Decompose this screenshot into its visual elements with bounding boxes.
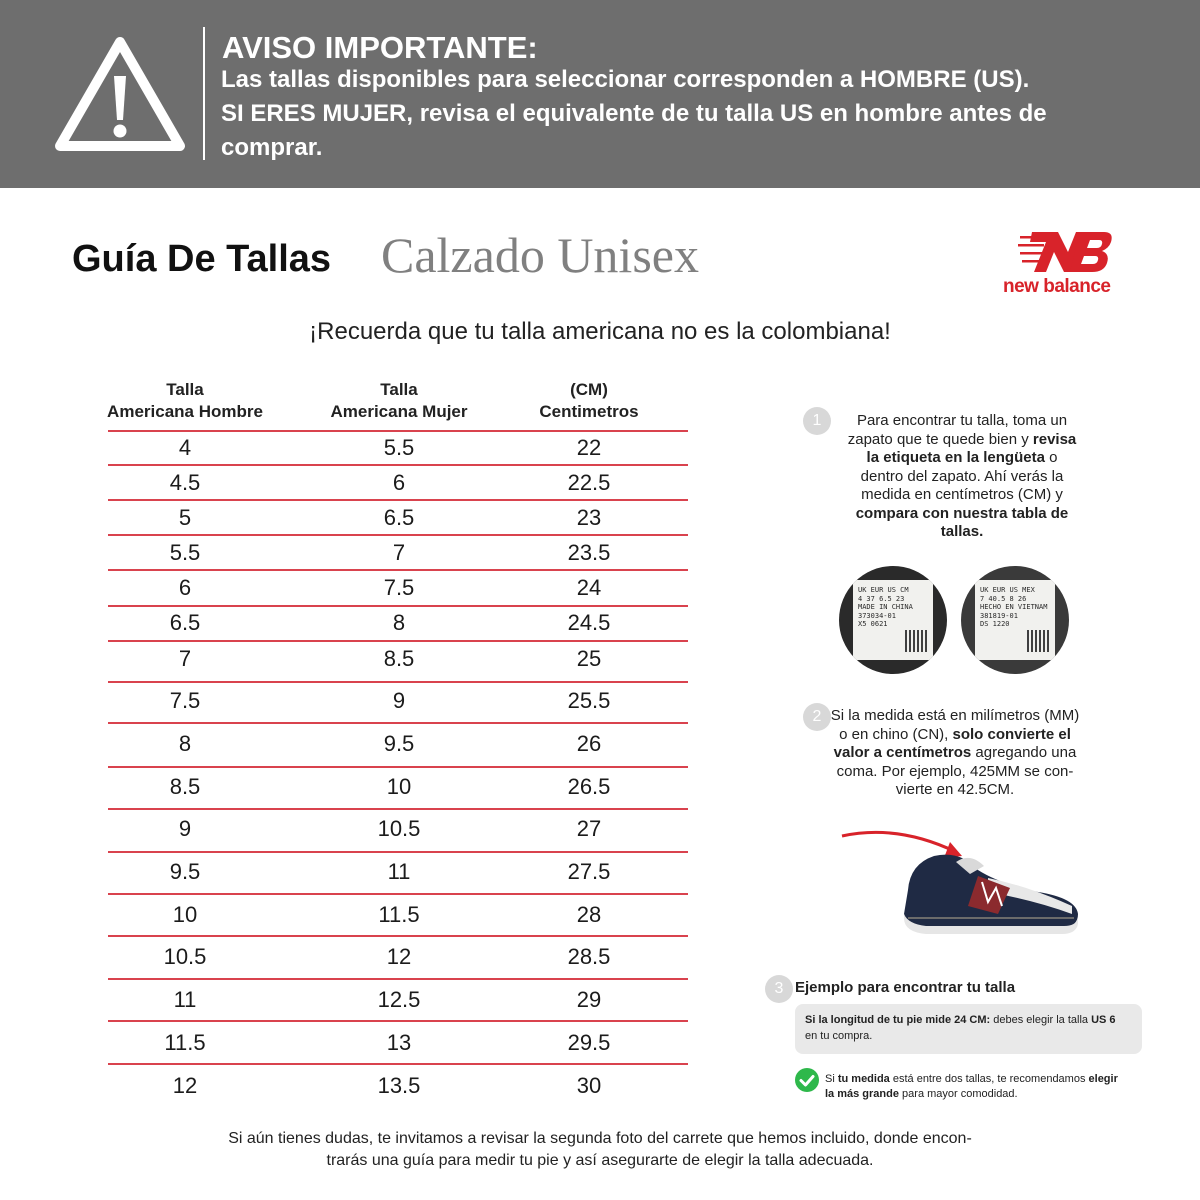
table-cell: 27.5 (567, 859, 611, 884)
table-cell: 7.5 (383, 575, 415, 600)
step-2-text-bold: solo convierte el (952, 725, 1071, 743)
table-cell: 24 (576, 575, 602, 600)
step-1-line: medida en centímetros (CM) y (861, 486, 1063, 503)
table-row-divider (108, 1020, 688, 1022)
footer-line-1: Si aún tienes dudas, te invitamos a revisar la segunda foto del carrete que hemos incluido, donde encon- (228, 1130, 972, 1147)
table-cell: 10 (386, 774, 412, 799)
table-cell: 26 (576, 731, 602, 756)
table-cell: 28.5 (567, 944, 611, 969)
step-3-title: Ejemplo para encontrar tu talla (795, 979, 1016, 996)
column-header-women (299, 379, 499, 423)
step-2-badge: 2 (803, 703, 831, 731)
table-cell: 7.5 (169, 688, 201, 713)
table-cell: 5.5 (169, 540, 201, 565)
step-1-line: Para encontrar tu talla, toma un (856, 412, 1068, 429)
column-header-women-line1: Talla (380, 380, 418, 399)
table-cell: 5.5 (383, 435, 415, 460)
size-label-photo-left (839, 566, 947, 674)
notice-line-2: SI ERES MUJER, revisa el equivalente de tu talla US en hombre antes de (221, 100, 1047, 127)
step-2-text (805, 707, 1105, 800)
step-2-line: Si la medida está en milímetros (MM) (830, 707, 1080, 724)
table-cell: 5 (178, 505, 192, 530)
table-cell: 7 (178, 646, 192, 671)
size-label-tag (853, 580, 933, 660)
table-cell: 12 (386, 944, 412, 969)
table-cell: 22 (576, 435, 602, 460)
step-1-line (812, 449, 1112, 468)
column-header-men-line2: Americana Hombre (107, 402, 263, 421)
table-cell: 27 (576, 816, 602, 841)
label-text: 4 37 6.5 23 (858, 594, 905, 603)
step-2-line (805, 726, 1105, 745)
table-cell: 11 (173, 987, 197, 1012)
column-header-cm (489, 379, 689, 423)
table-cell: 8.5 (383, 646, 415, 671)
table-cell: 9.5 (383, 731, 415, 756)
table-cell: 6.5 (169, 610, 201, 635)
table-cell: 8 (392, 610, 406, 635)
table-row-divider (108, 766, 688, 768)
column-header-women-line2: Americana Mujer (330, 402, 468, 421)
table-cell: 29 (576, 987, 602, 1012)
table-row-divider (108, 978, 688, 980)
table-cell: 6 (178, 575, 192, 600)
page-subtitle: Calzado Unisex (381, 227, 699, 283)
table-cell: 8.5 (169, 774, 201, 799)
step-2-text-bold: valor a centímetros (833, 744, 972, 761)
notice-line-1: Las tallas disponibles para seleccionar corresponden a HOMBRE (US). (221, 66, 1030, 93)
table-row-divider (108, 605, 688, 607)
step-1-line (812, 505, 1112, 524)
table-cell: 8 (178, 731, 192, 756)
table-row-divider (108, 430, 688, 432)
example-box (795, 1004, 1142, 1054)
step-1-text-part: zapato que te quede bien y (847, 430, 1033, 448)
table-cell: 30 (576, 1073, 602, 1098)
warning-triangle-icon (52, 34, 188, 156)
table-cell: 6.5 (383, 505, 415, 530)
example-line: en tu compra. (805, 1030, 873, 1042)
step-2-line: vierte en 42.5CM. (895, 781, 1015, 798)
table-cell: 10.5 (377, 816, 421, 841)
nb-monogram-icon (1018, 228, 1114, 276)
step-2-text-part: agregando una (971, 744, 1077, 761)
table-cell: 23.5 (567, 540, 611, 565)
table-cell: 4 (178, 435, 192, 460)
table-cell: 9 (392, 688, 406, 713)
step-1-line: dentro del zapato. Ahí verás la (860, 467, 1064, 485)
table-row-divider (108, 808, 688, 810)
tip-line (825, 1072, 1118, 1087)
tip-text-part: está entre dos tallas, te recomendamos (889, 1073, 1089, 1085)
table-cell: 11.5 (378, 902, 420, 927)
label-text: UK EUR US CM (858, 586, 909, 594)
table-cell: 12 (172, 1073, 198, 1098)
step-1-text-part: o (1044, 449, 1058, 466)
table-row-divider (108, 534, 688, 536)
label-text: HECHO EN VIETNAM (980, 603, 1048, 611)
notice-banner (0, 0, 1200, 188)
step-1-text-bold: tallas. (940, 523, 984, 540)
banner-divider (203, 27, 205, 160)
table-cell: 11.5 (164, 1030, 206, 1055)
step-1-text (812, 412, 1112, 542)
table-cell: 29.5 (567, 1030, 611, 1055)
step-1-text-bold: compara con nuestra tabla de (855, 504, 1069, 522)
table-cell: 26.5 (567, 774, 611, 799)
step-2-line: coma. Por ejemplo, 425MM se con- (836, 762, 1074, 780)
step-1-text-bold: revisa (1032, 430, 1077, 448)
table-row-divider (108, 893, 688, 895)
label-text: DS 1220 (980, 620, 1010, 628)
notice-title: AVISO IMPORTANTE: (222, 30, 538, 65)
table-cell: 10 (172, 902, 198, 927)
example-line (805, 1012, 1132, 1028)
notice-line-3: comprar. (221, 134, 323, 161)
qr-code-icon (905, 630, 927, 652)
table-cell: 13.5 (377, 1073, 421, 1098)
table-cell: 6 (392, 470, 406, 495)
size-label-tag (975, 580, 1055, 660)
reminder-text: ¡Recuerda que tu talla americana no es la colombiana! (309, 318, 891, 345)
tip-text-bold: elegir (1088, 1073, 1118, 1085)
brand-name: new balance (1003, 276, 1111, 297)
table-row-divider (108, 722, 688, 724)
tip-text (825, 1072, 1118, 1102)
table-row-divider (108, 499, 688, 501)
table-row-divider (108, 569, 688, 571)
table-cell: 7 (392, 540, 406, 565)
example-text-bold: Si la longitud de tu pie mide 24 CM: (805, 1014, 991, 1026)
label-text: X5 0621 (858, 620, 888, 628)
sneaker-illustration (838, 826, 1084, 936)
table-row-divider (108, 1063, 688, 1065)
step-1-line (812, 523, 1112, 542)
table-cell: 4.5 (169, 470, 201, 495)
step-1-line (812, 431, 1112, 450)
brand-logo (1000, 226, 1128, 298)
size-label-photo-right (961, 566, 1069, 674)
column-header-cm-line1: (CM) (570, 380, 608, 399)
table-cell: 25 (576, 646, 602, 671)
table-cell: 9 (178, 816, 192, 841)
qr-code-icon (1027, 630, 1049, 652)
table-row-divider (108, 681, 688, 683)
table-cell: 13 (386, 1030, 412, 1055)
label-text: 7 40.5 8 26 (980, 594, 1027, 603)
table-cell: 12.5 (377, 987, 421, 1012)
label-text: 373034-01 (858, 611, 896, 620)
table-row-divider (108, 935, 688, 937)
column-header-men-line1: Talla (166, 380, 204, 399)
page-title: Guía De Tallas (72, 238, 332, 280)
table-cell: 11 (387, 859, 411, 884)
table-row-divider (108, 851, 688, 853)
tip-text-part: para mayor comodidad. (898, 1088, 1018, 1100)
tip-text-bold: tu medida (837, 1073, 890, 1085)
step-1-badge: 1 (803, 407, 831, 435)
table-cell: 9.5 (169, 859, 201, 884)
label-text: 381819-01 (980, 611, 1018, 620)
tip-line (825, 1087, 1118, 1102)
table-cell: 28 (576, 902, 602, 927)
checkmark-icon (795, 1068, 819, 1092)
table-cell: 23 (576, 505, 602, 530)
label-text: UK EUR US MEX (980, 586, 1035, 594)
example-text-bold: US 6 (1091, 1014, 1116, 1026)
tip-text-bold: la más grande (825, 1088, 899, 1100)
step-3-badge: 3 (765, 975, 793, 1003)
table-row-divider (108, 640, 688, 642)
column-header-men (85, 379, 285, 423)
table-cell: 22.5 (567, 470, 611, 495)
table-cell: 25.5 (567, 688, 611, 713)
step-2-text-part: o en chino (CN), (839, 725, 953, 743)
table-cell: 10.5 (163, 944, 207, 969)
footer-line-2: trarás una guía para medir tu pie y así asegurarte de elegir la talla adecuada. (326, 1152, 874, 1169)
tip-text-part: Si (825, 1073, 838, 1085)
column-header-cm-line2: Centimetros (539, 402, 639, 421)
table-cell: 24.5 (567, 610, 611, 635)
step-1-text-bold: la etiqueta en la lengüeta (866, 449, 1045, 466)
label-text: MADE IN CHINA (858, 603, 913, 611)
step-2-line (805, 744, 1105, 763)
table-row-divider (108, 464, 688, 466)
example-text-part: debes elegir la talla (990, 1014, 1092, 1026)
